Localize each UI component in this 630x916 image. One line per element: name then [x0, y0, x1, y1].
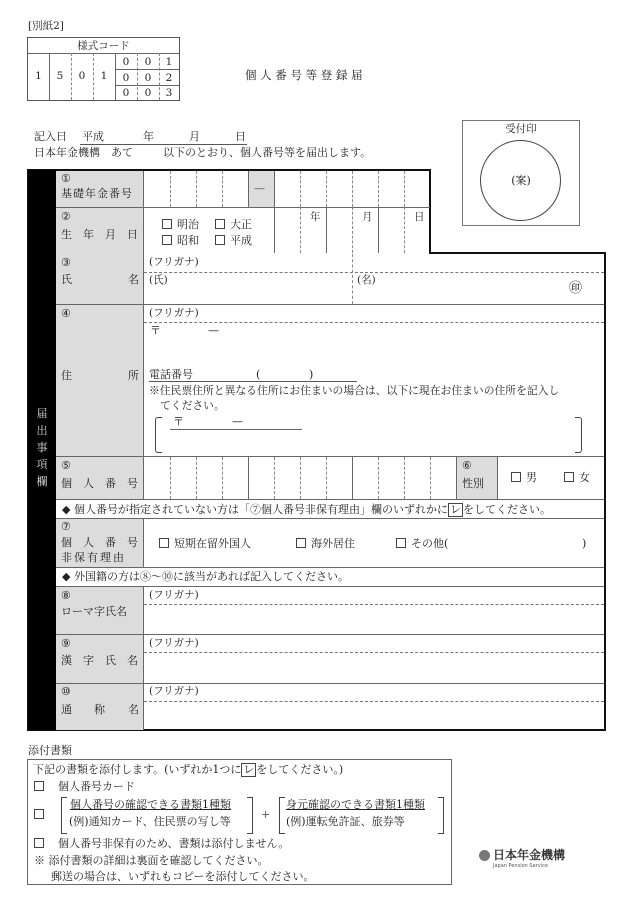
postal-dash: — — [208, 324, 219, 337]
alt-postal-mark: 〒 — [173, 415, 184, 428]
kanji-name-input[interactable] — [144, 653, 604, 682]
row10-label-b: 称 — [94, 703, 105, 716]
row10-label-a: 通 — [61, 703, 72, 716]
phone-label: 電話番号 — [149, 368, 193, 381]
plus-sign: + — [261, 808, 271, 821]
attach-documents-checkbox[interactable] — [34, 809, 49, 820]
row7-number: ⑦ — [61, 520, 71, 533]
code-digit: 0 — [122, 56, 130, 68]
row5-number: ⑤ — [61, 459, 71, 472]
sidebar-char: 届 — [36, 407, 48, 420]
attachments-title: 添付書類 — [28, 744, 72, 757]
row2-number: ② — [61, 210, 71, 223]
row4-number: ④ — [61, 307, 71, 320]
surname-furigana-input[interactable] — [144, 254, 351, 271]
code-digit: 2 — [165, 72, 173, 84]
kanji-name-furigana-label: (フリガナ) — [149, 637, 199, 649]
attach-none-checkbox[interactable]: 個人番号非保有のため、書類は添付しません。 — [34, 838, 289, 849]
birth-day-input[interactable] — [379, 208, 429, 252]
birth-month-label: 月 — [362, 211, 373, 223]
roman-name-furigana-input[interactable] — [144, 587, 604, 603]
row10-label-c: 名 — [128, 703, 139, 716]
code-digit: 0 — [144, 72, 152, 84]
notice-no-individual-number: ◆ 個人番号が指定されていない方は「⑦個人番号非保有理由」欄のいずれかに レ をしてください。 — [62, 503, 551, 516]
alias-furigana-input[interactable] — [144, 684, 604, 700]
row8-number: ⑧ — [61, 589, 71, 602]
pension-number-separator: — — [254, 182, 265, 195]
form-code-table — [27, 37, 180, 101]
form-code-title: 様式コード — [77, 40, 130, 52]
surname-input[interactable] — [144, 273, 351, 303]
kanji-name-furigana-input[interactable] — [144, 635, 604, 651]
given-name-input[interactable] — [353, 273, 563, 303]
code-digit: 0 — [122, 87, 130, 99]
code-digit: 1 — [100, 70, 108, 82]
form-title: 個 人 番 号 等 登 録 届 — [245, 68, 363, 82]
phone-paren-close: ) — [309, 368, 314, 381]
era-taisho-checkbox[interactable]: 大正 — [215, 219, 252, 230]
row6-number: ⑥ — [462, 459, 472, 472]
code-digit: 0 — [78, 70, 86, 82]
row9-label: 漢 字 氏 名 — [61, 654, 138, 667]
alt-address-note-line1: ※住民票住所と異なる住所にお住まいの場合は、以下に現在お住まいの住所を記入し — [149, 384, 560, 397]
row1-number: ① — [61, 172, 71, 185]
sidebar-char: 欄 — [36, 475, 48, 488]
row5-label: 個 人 番 号 — [61, 477, 138, 490]
row4-label-a: 住 — [61, 369, 72, 382]
row2-label: 生 年 月 日 — [61, 228, 138, 241]
jps-logo — [479, 849, 589, 871]
birth-day-label: 日 — [414, 211, 425, 223]
doc-type-a-example: (例)通知カード、住民票の写し等 — [69, 815, 231, 828]
logo-english: Japan Pension Service — [493, 863, 548, 869]
attachments-note-line2: 郵送の場合は、いずれもコピーを添付してください。 — [51, 870, 315, 883]
alt-address-note-line2: てください。 — [160, 399, 225, 412]
attachments-note-line1: ※ 添付書類の詳細は裏面を確認してください。 — [34, 854, 269, 867]
row7-label-line2: 非保有理由 — [61, 551, 126, 564]
stamp-placeholder: (案) — [511, 174, 531, 187]
row8-label: ローマ字氏名 — [61, 605, 127, 618]
era-showa-checkbox[interactable]: 昭和 — [162, 235, 199, 246]
seal-icon: ㊞ — [569, 281, 583, 296]
alt-address-input[interactable] — [163, 415, 573, 451]
row9-number: ⑨ — [61, 637, 71, 650]
era-meiji-checkbox[interactable]: 明治 — [162, 219, 199, 230]
reception-stamp-box — [462, 120, 580, 226]
basic-pension-number-part1[interactable] — [144, 171, 248, 207]
given-furigana-input[interactable] — [353, 254, 604, 271]
intro-text: 以下のとおり、個人番号等を届出します。 — [163, 146, 372, 159]
code-digit: 5 — [56, 70, 64, 82]
code-digit: 0 — [144, 56, 152, 68]
row6-label: 性別 — [462, 477, 484, 490]
alt-postal-dash: — — [232, 415, 243, 428]
birth-year-input[interactable] — [275, 208, 326, 252]
reason-other-close-paren: ) — [582, 537, 587, 550]
row3-number: ③ — [61, 256, 71, 269]
reason-other-input[interactable] — [460, 534, 580, 552]
reason-overseas-checkbox[interactable]: 海外居住 — [296, 538, 355, 549]
stamp-label: 受付印 — [505, 123, 537, 135]
row10-number: ⑩ — [61, 685, 71, 698]
alias-furigana-label: (フリガナ) — [149, 685, 199, 697]
sidebar-char: 出 — [36, 424, 48, 437]
birth-month-input[interactable] — [327, 208, 378, 252]
date-label: 記入日 — [34, 130, 67, 143]
doc-type-b-title: 身元確認のできる書類1種類 — [286, 798, 425, 811]
address-furigana-label: (フリガナ) — [149, 307, 199, 319]
row1-label: 基礎年金番号 — [61, 187, 133, 200]
doc-type-a-title: 個人番号の確認できる書類1種類 — [70, 798, 231, 811]
sex-male-checkbox[interactable]: 男 — [511, 472, 537, 483]
check-mark-sample: レ — [449, 503, 461, 516]
reason-other-checkbox[interactable]: その他( — [396, 538, 448, 549]
sidebar-char: 事 — [36, 441, 48, 454]
roman-name-furigana-label: (フリガナ) — [149, 589, 199, 601]
row7-label-line1: 個 人 番 号 — [61, 536, 138, 549]
reason-short-stay-checkbox[interactable]: 短期在留外国人 — [159, 538, 251, 549]
alias-input[interactable] — [144, 702, 604, 729]
date-month-label: 月 — [189, 130, 200, 143]
jps-logo-mark-icon — [479, 850, 490, 861]
code-digit: 0 — [122, 72, 130, 84]
roman-name-input[interactable] — [144, 605, 604, 634]
date-day-label: 日 — [235, 130, 246, 143]
check-mark-sample: レ — [243, 763, 255, 776]
phone-paren-open: ( — [256, 368, 261, 381]
attachment-label: [別紙2] — [28, 20, 64, 32]
code-digit: 1 — [35, 70, 42, 82]
notice-foreign-nationals: ◆ 外国籍の方は⑧～⑩に該当があれば記入してください。 — [62, 570, 349, 583]
date-year-label: 年 — [143, 130, 154, 143]
phone-field[interactable] — [149, 367, 357, 382]
sidebar-char: 項 — [36, 458, 48, 471]
surname-label: (氏) — [149, 274, 168, 286]
individual-number-input[interactable] — [144, 457, 456, 499]
basic-pension-number-part2[interactable] — [275, 171, 429, 207]
code-digit: 1 — [165, 56, 173, 68]
address-furigana-input[interactable] — [144, 305, 604, 321]
given-name-label: (名) — [357, 274, 376, 286]
addressee: 日本年金機構 あて — [34, 146, 133, 159]
sex-female-checkbox[interactable]: 女 — [564, 472, 590, 483]
row3-label-a: 氏 — [61, 273, 72, 286]
code-digit: 3 — [165, 87, 173, 99]
address-input[interactable] — [144, 324, 604, 364]
date-field[interactable] — [80, 129, 247, 145]
row3-label-b: 名 — [128, 273, 139, 286]
attachments-instruction: 下記の書類を添付します。(いずれか1つに レ をしてください。) — [33, 763, 344, 776]
row4-label-b: 所 — [128, 369, 139, 382]
postal-mark: 〒 — [150, 324, 161, 337]
attach-mynumber-card-checkbox[interactable]: 個人番号カード — [34, 781, 135, 792]
name-furigana-label: (フリガナ) — [149, 256, 199, 268]
code-digit: 0 — [144, 87, 152, 99]
logo-name: 日本年金機構 — [493, 848, 566, 862]
birth-year-label: 年 — [310, 211, 321, 223]
era-heisei-checkbox[interactable]: 平成 — [215, 235, 252, 246]
doc-type-b-example: (例)運転免許証、旅券等 — [286, 815, 405, 828]
date-era: 平成 — [82, 130, 104, 143]
